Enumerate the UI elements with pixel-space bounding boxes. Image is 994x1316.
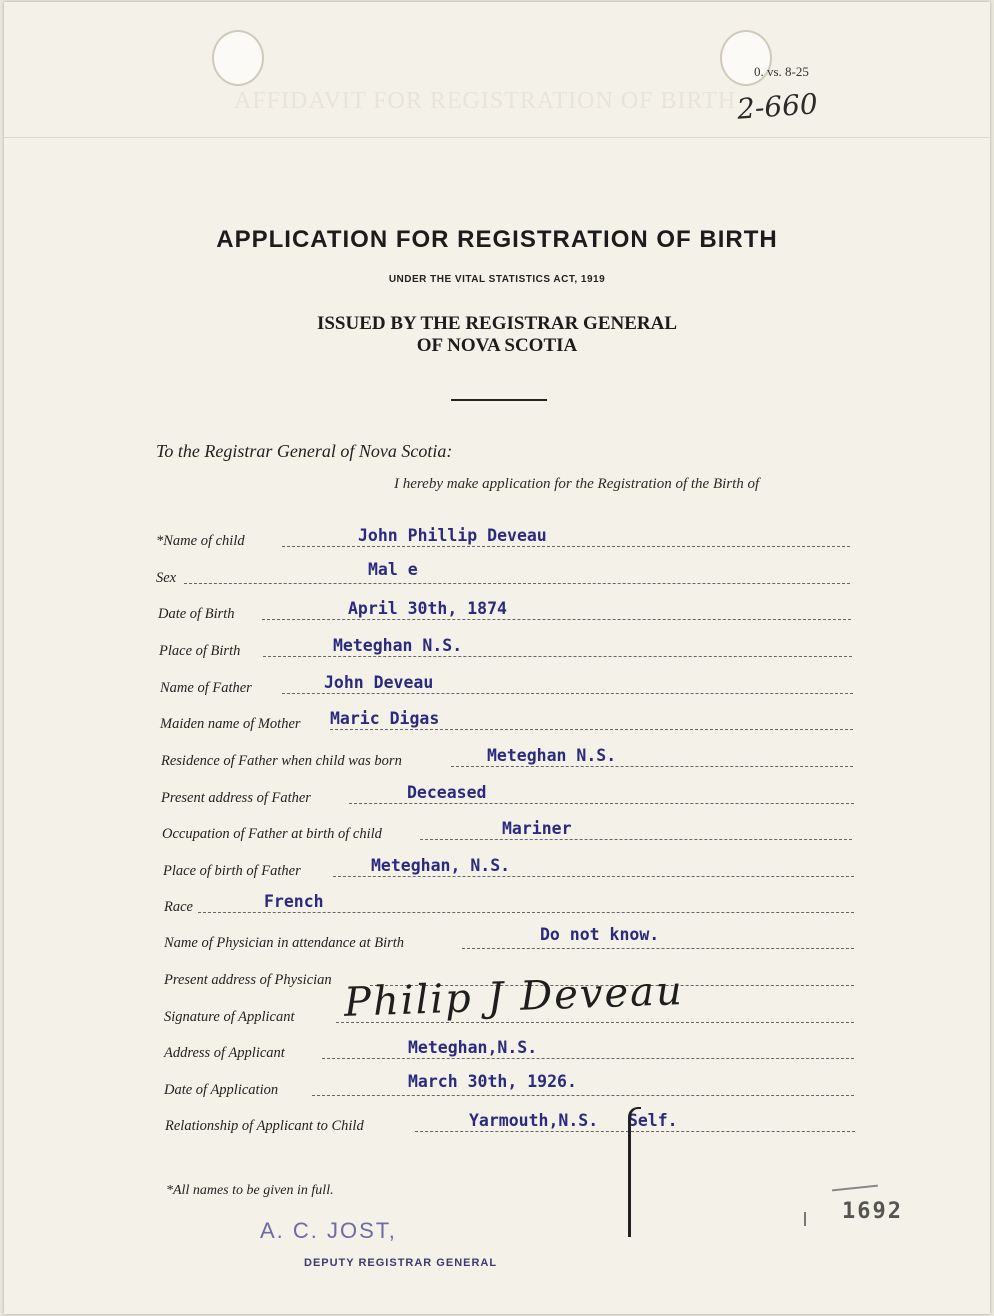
field-present-address-of-father xyxy=(161,783,854,807)
field-label: Name of Father xyxy=(160,680,252,696)
field-label: Residence of Father when child was born xyxy=(161,753,402,769)
field-value: Mal e xyxy=(368,560,418,579)
field-label: Name of Physician in attendance at Birth xyxy=(164,935,405,951)
field-value: Mariner xyxy=(502,819,572,838)
field-label: Maiden name of Mother xyxy=(160,716,301,732)
field-value: Maric Digas xyxy=(330,709,440,728)
field-value: John Phillip Deveau xyxy=(358,526,547,545)
field-name-of-child xyxy=(156,526,850,550)
field-rule xyxy=(330,729,853,730)
field-label: Date of Birth xyxy=(158,606,235,622)
field-label: Signature of Applicant xyxy=(164,1009,295,1025)
pencil-dash-mark xyxy=(832,1185,878,1192)
page-fold-line xyxy=(4,137,990,138)
applicant-signature: Philip J Deveau xyxy=(343,968,685,1026)
field-place-of-birth xyxy=(159,636,852,660)
declaration: I hereby make application for the Registration of the Birth of xyxy=(394,476,760,492)
field-value: French xyxy=(264,892,324,911)
field-residence-of-father xyxy=(161,746,853,770)
serial-number: 1692 xyxy=(842,1199,903,1224)
field-label: Sex xyxy=(156,570,177,586)
form-number: 0. vs. 8-25 xyxy=(754,64,809,79)
field-value: Meteghan N.S. xyxy=(333,636,463,655)
footnote: *All names to be given in full. xyxy=(166,1183,334,1198)
field-rule xyxy=(282,546,850,547)
field-value: Yarmouth,N.S. Self. xyxy=(469,1111,678,1130)
salutation: To the Registrar General of Nova Scotia: xyxy=(156,441,453,461)
pencil-tick-mark xyxy=(804,1212,806,1226)
field-rule xyxy=(184,583,850,584)
field-date-of-birth xyxy=(158,599,851,623)
field-value: Meteghan,N.S. xyxy=(408,1038,538,1057)
field-rule xyxy=(420,839,852,840)
field-value: Meteghan N.S. xyxy=(487,746,617,765)
form-page xyxy=(4,2,990,1314)
field-value: Do not know. xyxy=(540,925,660,944)
handwritten-file-number: 2-660 xyxy=(735,87,819,126)
punch-hole-left xyxy=(212,30,264,86)
field-value: John Deveau xyxy=(324,673,434,692)
field-label: Race xyxy=(164,899,193,915)
ink-bracket-mark xyxy=(628,1107,641,1237)
field-rule xyxy=(262,619,851,620)
field-label: Relationship of Applicant to Child xyxy=(165,1118,364,1134)
field-address-of-applicant xyxy=(164,1038,854,1062)
field-place-of-birth-of-father xyxy=(163,856,854,880)
field-value: April 30th, 1874 xyxy=(348,599,507,618)
field-rule xyxy=(451,766,853,767)
field-value: Deceased xyxy=(407,783,487,802)
issuer-line-2: OF NOVA SCOTIA xyxy=(416,335,578,356)
field-rule xyxy=(198,912,854,913)
issuer-line-1: ISSUED BY THE REGISTRAR GENERAL xyxy=(316,313,678,334)
field-label: Place of Birth xyxy=(159,643,241,659)
field-label: Date of Application xyxy=(164,1082,279,1098)
field-name-of-father xyxy=(160,673,853,697)
field-date-of-application xyxy=(164,1072,854,1099)
field-label: *Name of child xyxy=(156,533,245,549)
field-rule xyxy=(282,693,853,694)
title-divider xyxy=(451,399,547,401)
form-title: APPLICATION FOR REGISTRATION OF BIRTH xyxy=(216,226,778,253)
field-sex xyxy=(156,560,850,587)
field-label: Present address of Physician xyxy=(164,972,332,988)
field-label: Place of birth of Father xyxy=(163,863,301,879)
act-subtitle: UNDER THE VITAL STATISTICS ACT, 1919 xyxy=(388,274,606,285)
stamp-registrar-title: DEPUTY REGISTRAR GENERAL xyxy=(304,1257,498,1269)
field-rule xyxy=(349,803,854,804)
field-rule xyxy=(312,1095,854,1096)
field-rule xyxy=(322,1058,854,1059)
field-name-of-physician xyxy=(164,925,854,952)
field-label: Present address of Father xyxy=(161,790,311,806)
field-label: Occupation of Father at birth of child xyxy=(162,826,382,842)
field-label: Address of Applicant xyxy=(164,1045,285,1061)
field-maiden-name-of-mother xyxy=(160,709,853,733)
field-race xyxy=(164,892,854,916)
issuer xyxy=(4,313,990,357)
field-occupation-of-father xyxy=(162,819,852,843)
field-rule xyxy=(462,948,854,949)
field-rule xyxy=(333,876,854,877)
field-value: March 30th, 1926. xyxy=(408,1072,577,1091)
field-rule xyxy=(263,656,852,657)
stamp-registrar-name: A. C. JOST, xyxy=(260,1218,397,1243)
field-value: Meteghan, N.S. xyxy=(371,856,511,875)
field-relationship-to-child xyxy=(165,1111,855,1135)
faint-bleedthrough-heading: AFFIDAVIT FOR REGISTRATION OF BIRTH xyxy=(234,88,737,114)
